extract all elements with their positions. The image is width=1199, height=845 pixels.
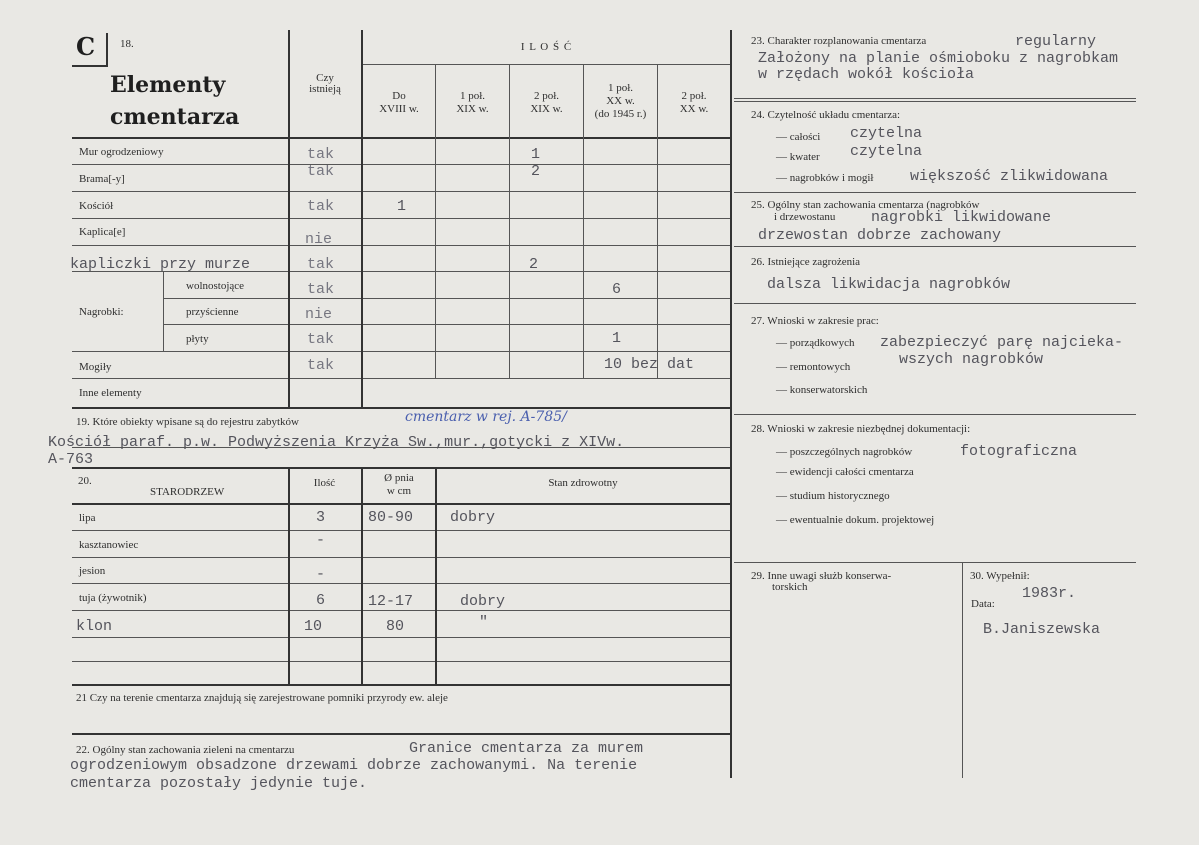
q19-label: 19. Które obiekty wpisane są do rejestru zabytków	[76, 416, 299, 428]
period-l1: 1 poł.	[607, 82, 634, 94]
qty-value: 1	[397, 198, 407, 215]
q19-line2: A-763	[48, 451, 94, 468]
tree-count: -	[316, 566, 326, 583]
q25-value1: nagrobki likwidowane	[871, 209, 1052, 226]
col-ilosc: I L O Ś Ć	[520, 41, 573, 53]
row-label: Mogiły	[79, 361, 112, 373]
q24-value: czytelna	[850, 125, 923, 142]
period-header	[658, 90, 730, 116]
q28-value: fotograficzna	[960, 443, 1078, 460]
section-letter: C	[76, 32, 96, 61]
q22-line3: cmentarza pozostały jedynie tuje.	[70, 775, 368, 792]
section-title-line2: cmentarza	[110, 104, 240, 130]
q27-value1: zabezpieczyć parę najcieka-	[880, 334, 1124, 351]
nagrobki-sub: płyty	[186, 333, 209, 345]
q27-item: — remontowych	[776, 361, 851, 373]
period-l1: 1 poł.	[459, 90, 486, 102]
period-l2: XVIII w.	[379, 103, 419, 115]
q27-value2: wszych nagrobków	[899, 351, 1044, 368]
q24-label: 24. Czytelność układu cmentarza:	[751, 109, 901, 121]
q23-value: regularny	[1015, 33, 1097, 50]
qty-value: 2	[531, 163, 541, 180]
q29-label-l1: 29. Inne uwagi służb konserwa-	[751, 570, 892, 582]
exists-value: tak	[307, 198, 335, 215]
qty-value: 2	[529, 256, 539, 273]
tree-name: lipa	[79, 512, 96, 524]
period-header	[510, 90, 583, 116]
q23-line1: Założony na planie ośmioboku z nagrobkam	[758, 50, 1119, 67]
row-label: Kościół	[79, 200, 114, 212]
col-czy: Czy	[316, 72, 334, 84]
q24-item: — kwater	[776, 151, 820, 163]
period-l2: XIX w.	[530, 103, 563, 115]
qty-value: 10 bez dat	[604, 356, 695, 373]
tree-count: 3	[316, 509, 326, 526]
q19-handwritten: cmentarz w rej. A-785/	[405, 409, 567, 425]
tree-state: "	[479, 614, 489, 631]
q23-line2: w rzędach wokół kościoła	[758, 66, 975, 83]
q20-number: 20.	[78, 475, 92, 487]
q23-label: 23. Charakter rozplanowania cmentarza	[751, 35, 927, 47]
q24-item: — nagrobków i mogił	[776, 172, 874, 184]
q30-year: 1983r.	[1022, 585, 1077, 602]
col-pnia-l2: w cm	[386, 485, 412, 497]
row-label: Inne elementy	[79, 387, 142, 399]
q25-label-l2: i drzewostanu	[774, 211, 836, 223]
tree-count: 10	[304, 618, 323, 635]
q30-label: 30. Wypełnił:	[970, 570, 1030, 582]
nagrobki-sub: przyścienne	[186, 306, 239, 318]
q24-value: większość zlikwidowana	[910, 168, 1109, 185]
starodrzew-header: STARODRZEW	[150, 486, 225, 498]
exists-value: nie	[305, 231, 333, 248]
q27-item: — konserwatorskich	[776, 384, 868, 396]
period-l1: Do	[392, 90, 406, 102]
col-stan: Stan zdrowotny	[548, 477, 618, 489]
col-pnia-l1: Ø pnia	[384, 472, 414, 484]
q25-label-l1: 25. Ogólny stan zachowania cmentarza (nagrobków	[751, 199, 980, 211]
exists-value: tak	[307, 281, 335, 298]
q26-label: 26. Istniejące zagrożenia	[751, 256, 861, 268]
q28-item: — studium historycznego	[776, 490, 890, 502]
q24-value: czytelna	[850, 143, 923, 160]
tree-name: tuja (żywotnik)	[79, 592, 147, 604]
exists-value: tak	[307, 256, 335, 273]
period-l2: XX w.	[606, 95, 635, 107]
q25-value2: drzewostan dobrze zachowany	[758, 227, 1002, 244]
tree-diam: 80-90	[368, 509, 414, 526]
period-l2: XIX w.	[456, 103, 489, 115]
q30-name: B.Janiszewska	[983, 621, 1101, 638]
row-label: Brama[-y]	[79, 173, 125, 185]
period-l1: 2 poł.	[533, 90, 560, 102]
tree-state: dobry	[450, 509, 496, 526]
nagrobki-sub: wolnostojące	[186, 280, 245, 292]
q27-item: — porządkowych	[776, 337, 855, 349]
row-label: Kaplica[e]	[79, 226, 126, 238]
field-number-18: 18.	[120, 38, 134, 50]
q21-label: 21 Czy na terenie cmentarza znajdują się zarejestrowane pomniki przyrody ew. aleje	[76, 692, 448, 704]
q22-line2: ogrodzeniowym obsadzone drzewami dobrze zachowanymi. Na terenie	[70, 757, 638, 774]
exists-value: tak	[307, 331, 335, 348]
tree-count: 6	[316, 592, 326, 609]
period-l2: XX w.	[679, 103, 709, 115]
tree-state: dobry	[460, 593, 506, 610]
tree-name: jesion	[79, 565, 106, 577]
q28-item: — ewentualnie dokum. projektowej	[776, 514, 935, 526]
q28-label: 28. Wnioski w zakresie niezbędnej dokumentacji:	[751, 423, 971, 435]
q28-item: — poszczególnych nagrobków	[776, 446, 913, 458]
tree-count: -	[316, 532, 326, 549]
col-istnieja: istnieją	[309, 83, 341, 95]
tree-diam: 12-17	[368, 593, 414, 610]
q30-data-label: Data:	[971, 598, 995, 610]
row-label-typed: kapliczki przy murze	[70, 256, 251, 273]
tree-name-typed: klon	[76, 618, 113, 635]
q22-label: 22. Ogólny stan zachowania zieleni na cmentarzu	[76, 744, 295, 756]
period-header	[363, 90, 435, 116]
q26-value: dalsza likwidacja nagrobków	[767, 276, 1011, 293]
col-pnia	[362, 472, 436, 498]
exists-value: tak	[307, 163, 335, 180]
section-title-line1: Elementy	[110, 72, 226, 98]
tree-name: kasztanowiec	[79, 539, 139, 551]
qty-value: 6	[612, 281, 622, 298]
exists-value: tak	[307, 357, 335, 374]
period-l1: 2 poł.	[681, 90, 707, 102]
q19-line1: Kościół paraf. p.w. Podwyższenia Krzyża Sw.,mur.,gotycki z XIVw.	[48, 434, 625, 451]
tree-diam: 80	[386, 618, 405, 635]
period-l3: (do 1945 r.)	[594, 108, 647, 120]
q22-line1: Granice cmentarza za murem	[409, 740, 644, 757]
nagrobki-label: Nagrobki:	[79, 306, 124, 318]
qty-value: 1	[612, 330, 622, 347]
q27-label: 27. Wnioski w zakresie prac:	[751, 315, 879, 327]
q24-item: — całości	[776, 131, 821, 143]
row-label: Mur ogrodzeniowy	[79, 146, 164, 158]
period-header	[436, 90, 509, 116]
q29-label-l2: torskich	[772, 581, 808, 593]
col-ilosc-trees: Ilość	[313, 477, 336, 489]
qty-value: 1	[531, 146, 541, 163]
exists-value: nie	[305, 306, 333, 323]
q28-item: — ewidencji całości cmentarza	[776, 466, 914, 478]
exists-value: tak	[307, 146, 335, 163]
period-header	[584, 82, 657, 121]
